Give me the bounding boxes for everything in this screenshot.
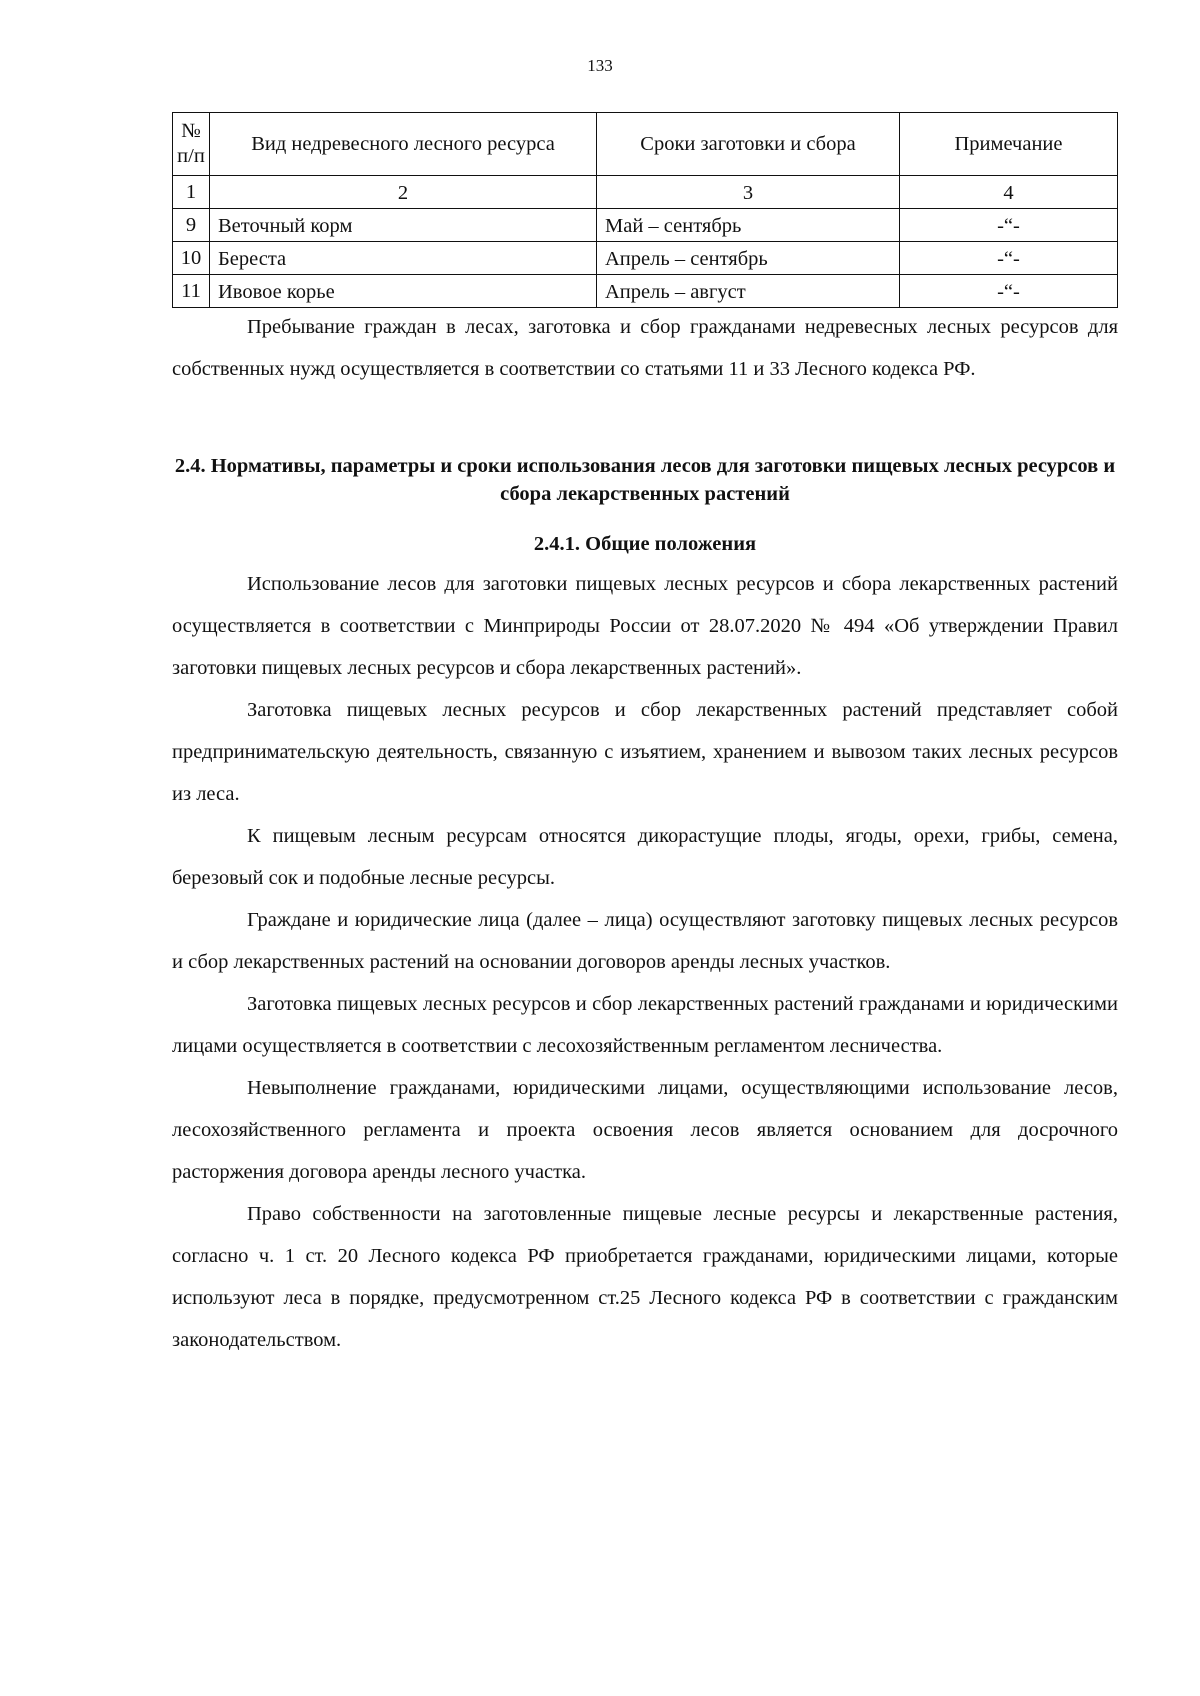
row-number: 11 <box>173 275 210 308</box>
row-period: Апрель – сентябрь <box>597 242 900 275</box>
table-row <box>173 209 1118 242</box>
paragraph: Заготовка пищевых лесных ресурсов и сбор лекарственных растений гражданами и юридическими лицами осуществляется в соответствии с лесохозяйственным регламентом лесничества. <box>172 993 1118 1057</box>
paragraph: Невыполнение гражданами, юридическими лицами, осуществляющими использование лесов, лесохозяйственного регламента и проекта освоения лесов является основанием для досрочного расторжения договора аренды лесного участка. <box>172 1077 1118 1183</box>
col-number-3: 3 <box>597 176 900 209</box>
row-note: -“- <box>900 242 1118 275</box>
header-number: № п/п <box>173 113 210 176</box>
header-resource: Вид недревесного лесного ресурса <box>210 113 597 176</box>
col-number-1: 1 <box>173 176 210 209</box>
header-note: Примечание <box>900 113 1118 176</box>
paragraph: Использование лесов для заготовки пищевых лесных ресурсов и сбора лекарственных растений осуществляется в соответствии с Минприроды России от 28.07.2020 № 494 «Об утверждении Правил заготовки пищевых лесных ресурсов и сбора лекарственных растений». <box>172 573 1118 679</box>
row-number: 9 <box>173 209 210 242</box>
row-note: -“- <box>900 209 1118 242</box>
paragraph: Граждане и юридические лица (далее – лица) осуществляют заготовку пищевых лесных ресурсов и сбор лекарственных растений на основании договоров аренды лесных участков. <box>172 909 1118 973</box>
row-period: Май – сентябрь <box>597 209 900 242</box>
row-number: 10 <box>173 242 210 275</box>
col-number-4: 4 <box>900 176 1118 209</box>
intro-text-block <box>172 306 1118 390</box>
table-row <box>173 242 1118 275</box>
paragraph: Право собственности на заготовленные пищевые лесные ресурсы и лекарственные растения, согласно ч. 1 ст. 20 Лесного кодекса РФ приобретается гражданами, юридическими лицами, которые используют леса в порядке, предусмотренном ст.25 Лесного кодекса РФ в соответствии с гражданским законодательством. <box>172 1203 1118 1351</box>
resources-table <box>172 112 1118 308</box>
section-heading: 2.4. Нормативы, параметры и сроки использования лесов для заготовки пищевых лесных ресурсов и сбора лекарственных растений <box>174 455 1116 505</box>
paragraph: Заготовка пищевых лесных ресурсов и сбор лекарственных растений представляет собой предпринимательскую деятельность, связанную с изъятием, хранением и вывозом таких лесных ресурсов из леса. <box>172 699 1118 805</box>
intro-paragraph: Пребывание граждан в лесах, заготовка и сбор гражданами недревесных лесных ресурсов для собственных нужд осуществляется в соответствии со статьями 11 и 33 Лесного кодекса РФ. <box>172 316 1118 380</box>
row-note: -“- <box>900 275 1118 308</box>
row-resource: Веточный корм <box>210 209 597 242</box>
header-period: Сроки заготовки и сбора <box>597 113 900 176</box>
paragraph: К пищевым лесным ресурсам относятся дикорастущие плоды, ягоды, орехи, грибы, семена, березовый сок и подобные лесные ресурсы. <box>172 825 1118 889</box>
main-text-block <box>172 563 1118 1361</box>
page-number: 133 <box>587 56 613 75</box>
table-row <box>173 275 1118 308</box>
subsection-heading: 2.4.1. Общие положения <box>533 533 757 555</box>
row-period: Апрель – август <box>597 275 900 308</box>
row-resource: Береста <box>210 242 597 275</box>
row-resource: Ивовое корье <box>210 275 597 308</box>
table-column-number-row <box>173 176 1118 209</box>
col-number-2: 2 <box>210 176 597 209</box>
table-header-row <box>173 113 1118 176</box>
